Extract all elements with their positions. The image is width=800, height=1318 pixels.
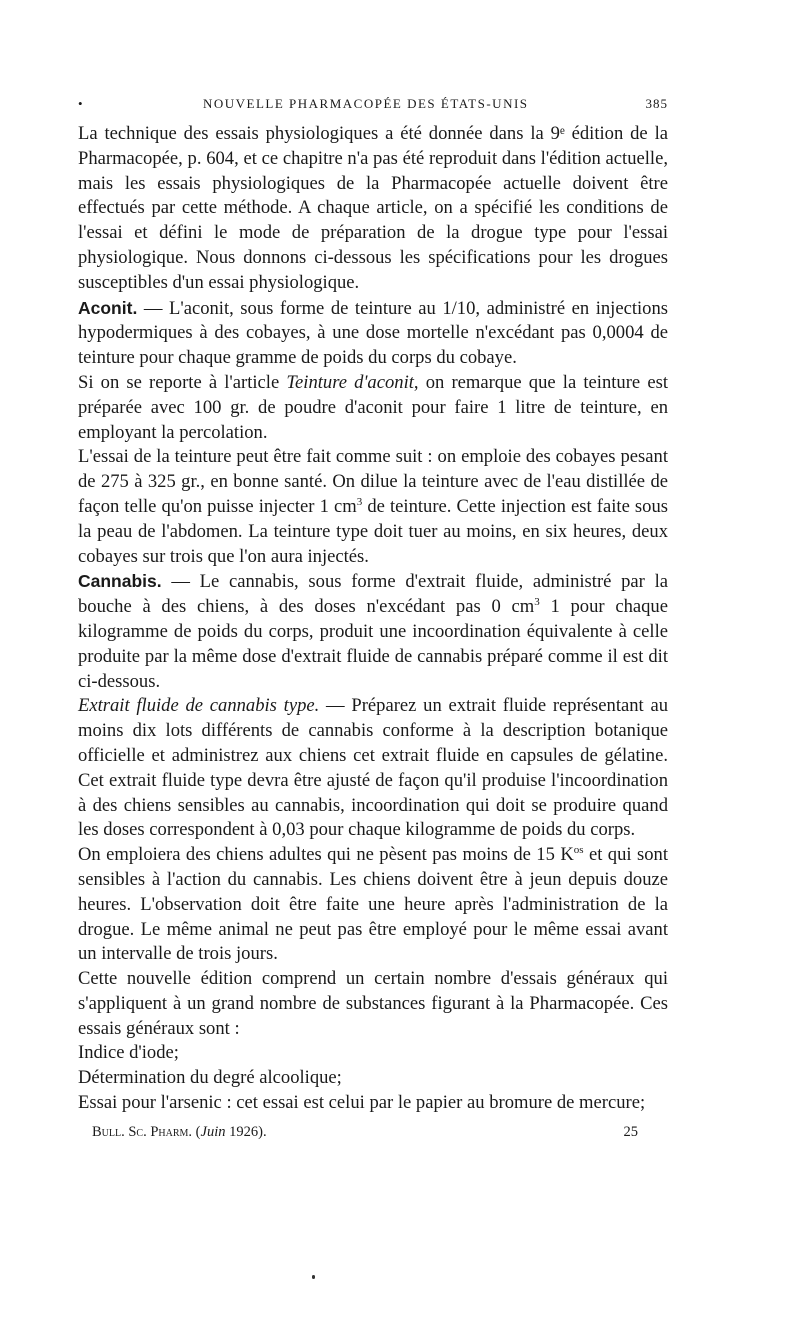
list-item-iode: Indice d'iode;	[78, 1042, 179, 1064]
teinture-text-a: Si on se reporte à l'article	[78, 371, 287, 393]
paragraph-essai-teinture	[78, 445, 668, 569]
running-title: NOUVELLE PHARMACOPÉE DES ÉTATS-UNIS	[202, 96, 529, 111]
essai-text-b: de teinture. Cette injection est faite sous la peau de l'abdomen. La teinture type doit tuer au moins, en six heures, deux cobayes sur trois que l'on aura injectés.	[78, 495, 668, 567]
footer-year: 1926).	[225, 1123, 267, 1140]
paragraph-extrait	[78, 694, 668, 843]
paragraph-chiens	[78, 843, 668, 967]
page	[78, 96, 668, 1141]
list-item-alcool: Détermination du degré alcoolique;	[78, 1067, 342, 1089]
body-text	[78, 122, 668, 1116]
extrait-heading: Extrait fluide de cannabis type.	[78, 695, 320, 717]
ink-speck	[312, 1275, 315, 1279]
paragraph-teinture	[78, 371, 668, 445]
paragraph-intro: La technique des essais physiologiques a été donnée dans la 9ᵉ édition de la Pharmacopée, p. 604, et ce chapitre n'a pas été reproduit dans l'édition actuelle, mais les essais physiologiques de la Pharmacopée actuelle doivent être effectués par cette méthode. A chaque article, on a spécifié les conditions de l'essai et défini le mode de préparation de la drogue type pour l'essai physiologique. Nous donnons ci-dessous les spécifications pour les drogues susceptibles d'un essai physiologique.	[78, 123, 668, 293]
aconit-text: — L'aconit, sous forme de teinture au 1/10, administré en injections hypodermiques à des cobayes, à une dose mortelle n'excédant pas 0,0004 de teinture pour chaque gramme de poids du corps du cobaye.	[78, 297, 668, 369]
teinture-article-title: Teinture d'aconit	[286, 371, 414, 393]
chiens-text-b: et qui sont sensibles à l'action du cannabis. Les chiens doivent être à jeun depuis douze heures. L'observation doit être faite une heure après l'administration de la drogue. Le même animal ne peut pas être employé pour le même essai avant un intervalle de trois jours.	[78, 844, 668, 965]
paragraph-cannabis	[78, 569, 668, 694]
header-mark: •	[78, 96, 84, 111]
journal-name: Bull. Sc. Pharm.	[92, 1123, 193, 1140]
page-footer	[78, 1124, 668, 1141]
footer-citation	[92, 1124, 267, 1141]
cannabis-heading: Cannabis.	[78, 571, 162, 592]
essai-sup: 3	[356, 495, 363, 508]
page-number: 385	[645, 96, 668, 111]
extrait-text: — Préparez un extrait fluide représentant au moins dix lots différents de cannabis conforme à la description botanique officielle et administrez aux chiens cet extrait fluide en capsules de gélatine. Cet extrait fluide type devra être ajusté de façon qu'il produise l'incoordination à des chiens sensibles au cannabis, incoordination qui doit se produire quand les doses correspondent à 0,03 pour chaque kilogramme de poids du corps.	[78, 695, 668, 841]
list-item-arsenic: Essai pour l'arsenic : cet essai est celui par le papier au bromure de mercure;	[78, 1092, 646, 1114]
paragraph-aconit	[78, 296, 668, 371]
cannabis-text-a: — Le cannabis, sous forme d'extrait fluide, administré par la bouche à des chiens, à des doses n'excédant pas 0 cm	[78, 571, 668, 618]
essai-text-a: L'essai de la teinture peut être fait comme suit : on emploie des cobayes pesant de 275 à 325 gr., en bonne santé. On dilue la teinture avec de l'eau distillée de façon telle qu'on puisse injecter 1 cm	[78, 446, 668, 517]
date-open: (	[195, 1123, 201, 1140]
sheet-number: 25	[623, 1123, 638, 1140]
cannabis-sup: 3	[534, 595, 540, 608]
teinture-text-b: , on remarque que la teinture est préparée avec 100 gr. de poudre d'aconit pour faire 1 litre de teinture, en employant la percolation.	[78, 371, 668, 443]
chiens-text-a: On emploiera des chiens adultes qui ne pèsent pas moins de 15 K	[78, 844, 574, 866]
aconit-heading: Aconit.	[78, 297, 138, 318]
chiens-sup: os	[573, 843, 584, 856]
paragraph-essais-generaux: Cette nouvelle édition comprend un certain nombre d'essais généraux qui s'appliquent à un grand nombre de substances figurant à la Pharmacopée. Ces essais généraux sont :	[78, 968, 668, 1039]
cannabis-text-b: 1 pour chaque kilogramme de poids du corps, produit une incoordination équivalente à celle produite par la même dose d'extrait fluide de cannabis préparé comme il est dit ci-dessous.	[78, 596, 668, 692]
footer-month: Juin	[200, 1123, 226, 1140]
running-header	[78, 96, 668, 112]
